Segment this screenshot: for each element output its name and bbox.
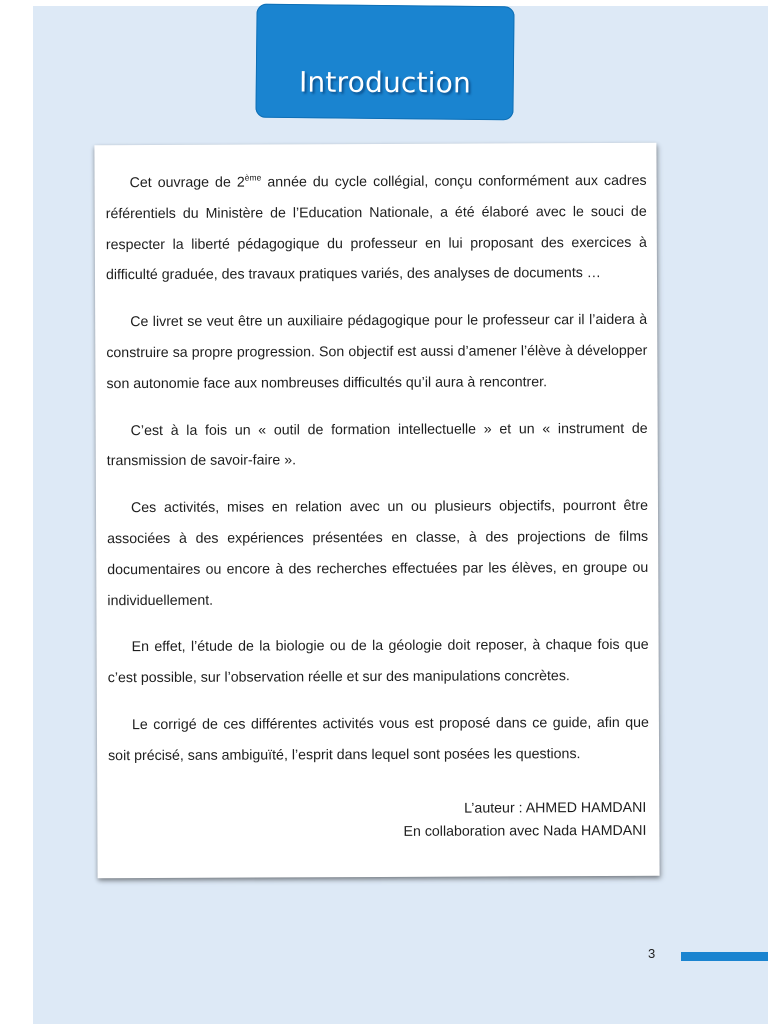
paragraph-5: En effet, l’étude de la biologie ou de la géologie doit reposer, à chaque fois que c’est possible, sur l’observation réelle et sur des manipulations concrètes. — [107, 637, 649, 687]
title-tab — [255, 4, 514, 121]
introduction-text — [106, 166, 650, 788]
page-title: Introduction — [298, 65, 472, 100]
collaboration-line: En collaboration avec Nada HAMDANI — [403, 822, 647, 840]
page-number: 3 — [648, 946, 656, 961]
paragraph-4: Ces activités, mises en relation avec un ou plusieurs objectifs, pourront être associées à des expériences présentées en classe, à des projections de films documentaires ou encore à des recherches effectuées par les élèves, en groupe ou individuellement. — [107, 497, 649, 609]
ordinal-superscript: ème — [244, 172, 262, 183]
page-number-bar — [681, 952, 768, 961]
signature-block — [403, 797, 646, 844]
author-line: L’auteur : AHMED HAMDANI — [464, 799, 647, 817]
introduction-card — [94, 143, 659, 878]
paragraph-3: C’est à la fois un « outil de formation intellectuelle » et un « instrument de transmission de savoir-faire ». — [106, 420, 648, 470]
paragraph-1-rest: année du cycle collégial, conçu conformément aux cadres référentiels du Ministère de l’Education Nationale, a été élaboré avec le souci de respecter la liberté pédagogique du professeur en lui proposant des exercices à difficulté graduée, des travaux pratiques variés, des analyses de documents … — [105, 172, 647, 284]
paragraph-6: Le corrigé de ces différentes activités vous est proposé dans ce guide, afin que soit précisé, sans ambiguïté, l’esprit dans lequel sont posées les questions. — [108, 714, 649, 764]
paragraph-1-start: Cet ouvrage de 2 — [129, 174, 245, 192]
paragraph-2: Ce livret se veut être un auxiliaire pédagogique pour le professeur car il l’aidera à construire sa propre progression. Son objectif est aussi d’amener l’élève à développer son autonomie face aux nombreuses difficultés qu’il aura à rencontrer. — [106, 312, 648, 392]
paragraph-1 — [106, 166, 648, 292]
